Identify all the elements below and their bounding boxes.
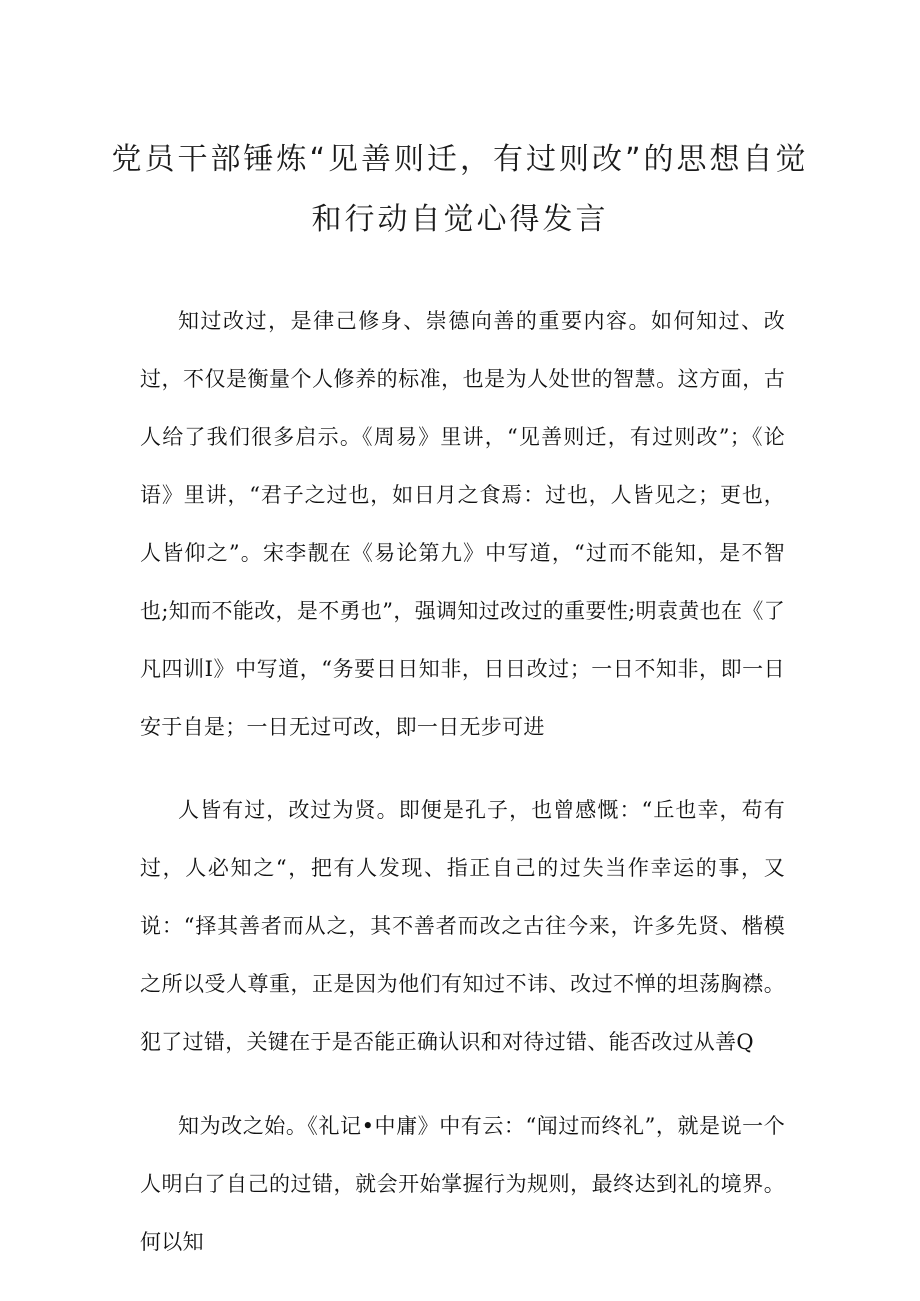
document-title-line-1: 党员干部锤炼“见善则迁，有过则改”的思想自觉 xyxy=(111,142,809,177)
body-paragraph-3: 知为改之始。《礼记•中庸》中有云：“闻过而终礼”，就是说一个人明白了自己的过错，就会开始掌握行为规则，最终达到礼的境界。何以知 xyxy=(140,1114,785,1254)
document-title-line-2: 和行动自觉心得发言 xyxy=(311,202,609,237)
body-paragraph-1: 知过改过，是律己修身、崇德向善的重要内容。如何知过、改过，不仅是衡量个人修养的标准，也是为人处世的智慧。这方面，古人给了我们很多启示。《周易》里讲，“见善则迁，有过则改”；《论语》里讲，“君子之过也，如日月之食焉：过也，人皆见之；更也，人皆仰之”。宋李靓在《易论第九》中写道，“过而不能知，是不智也;知而不能改，是不勇也”，强调知过改过的重要性;明袁黄也在《了凡四训I》中写道，“务要日日知非，日日改过；一日不知非，即一日安于自是；一日无过可改，即一日无步可进 xyxy=(140,309,785,739)
body-paragraph-2: 人皆有过，改过为贤。即便是孔子，也曾感慨：“丘也幸，苟有过，人必知之“，把有人发现、指正自己的过失当作幸运的事，又说：“择其善者而从之，其不善者而改之古往今来，许多先贤、楷模之所以受人尊重，正是因为他们有知过不讳、改过不惮的坦荡胸襟。犯了过错，关键在于是否能正确认识和对待过错、能否改过从善Q xyxy=(140,798,785,1054)
